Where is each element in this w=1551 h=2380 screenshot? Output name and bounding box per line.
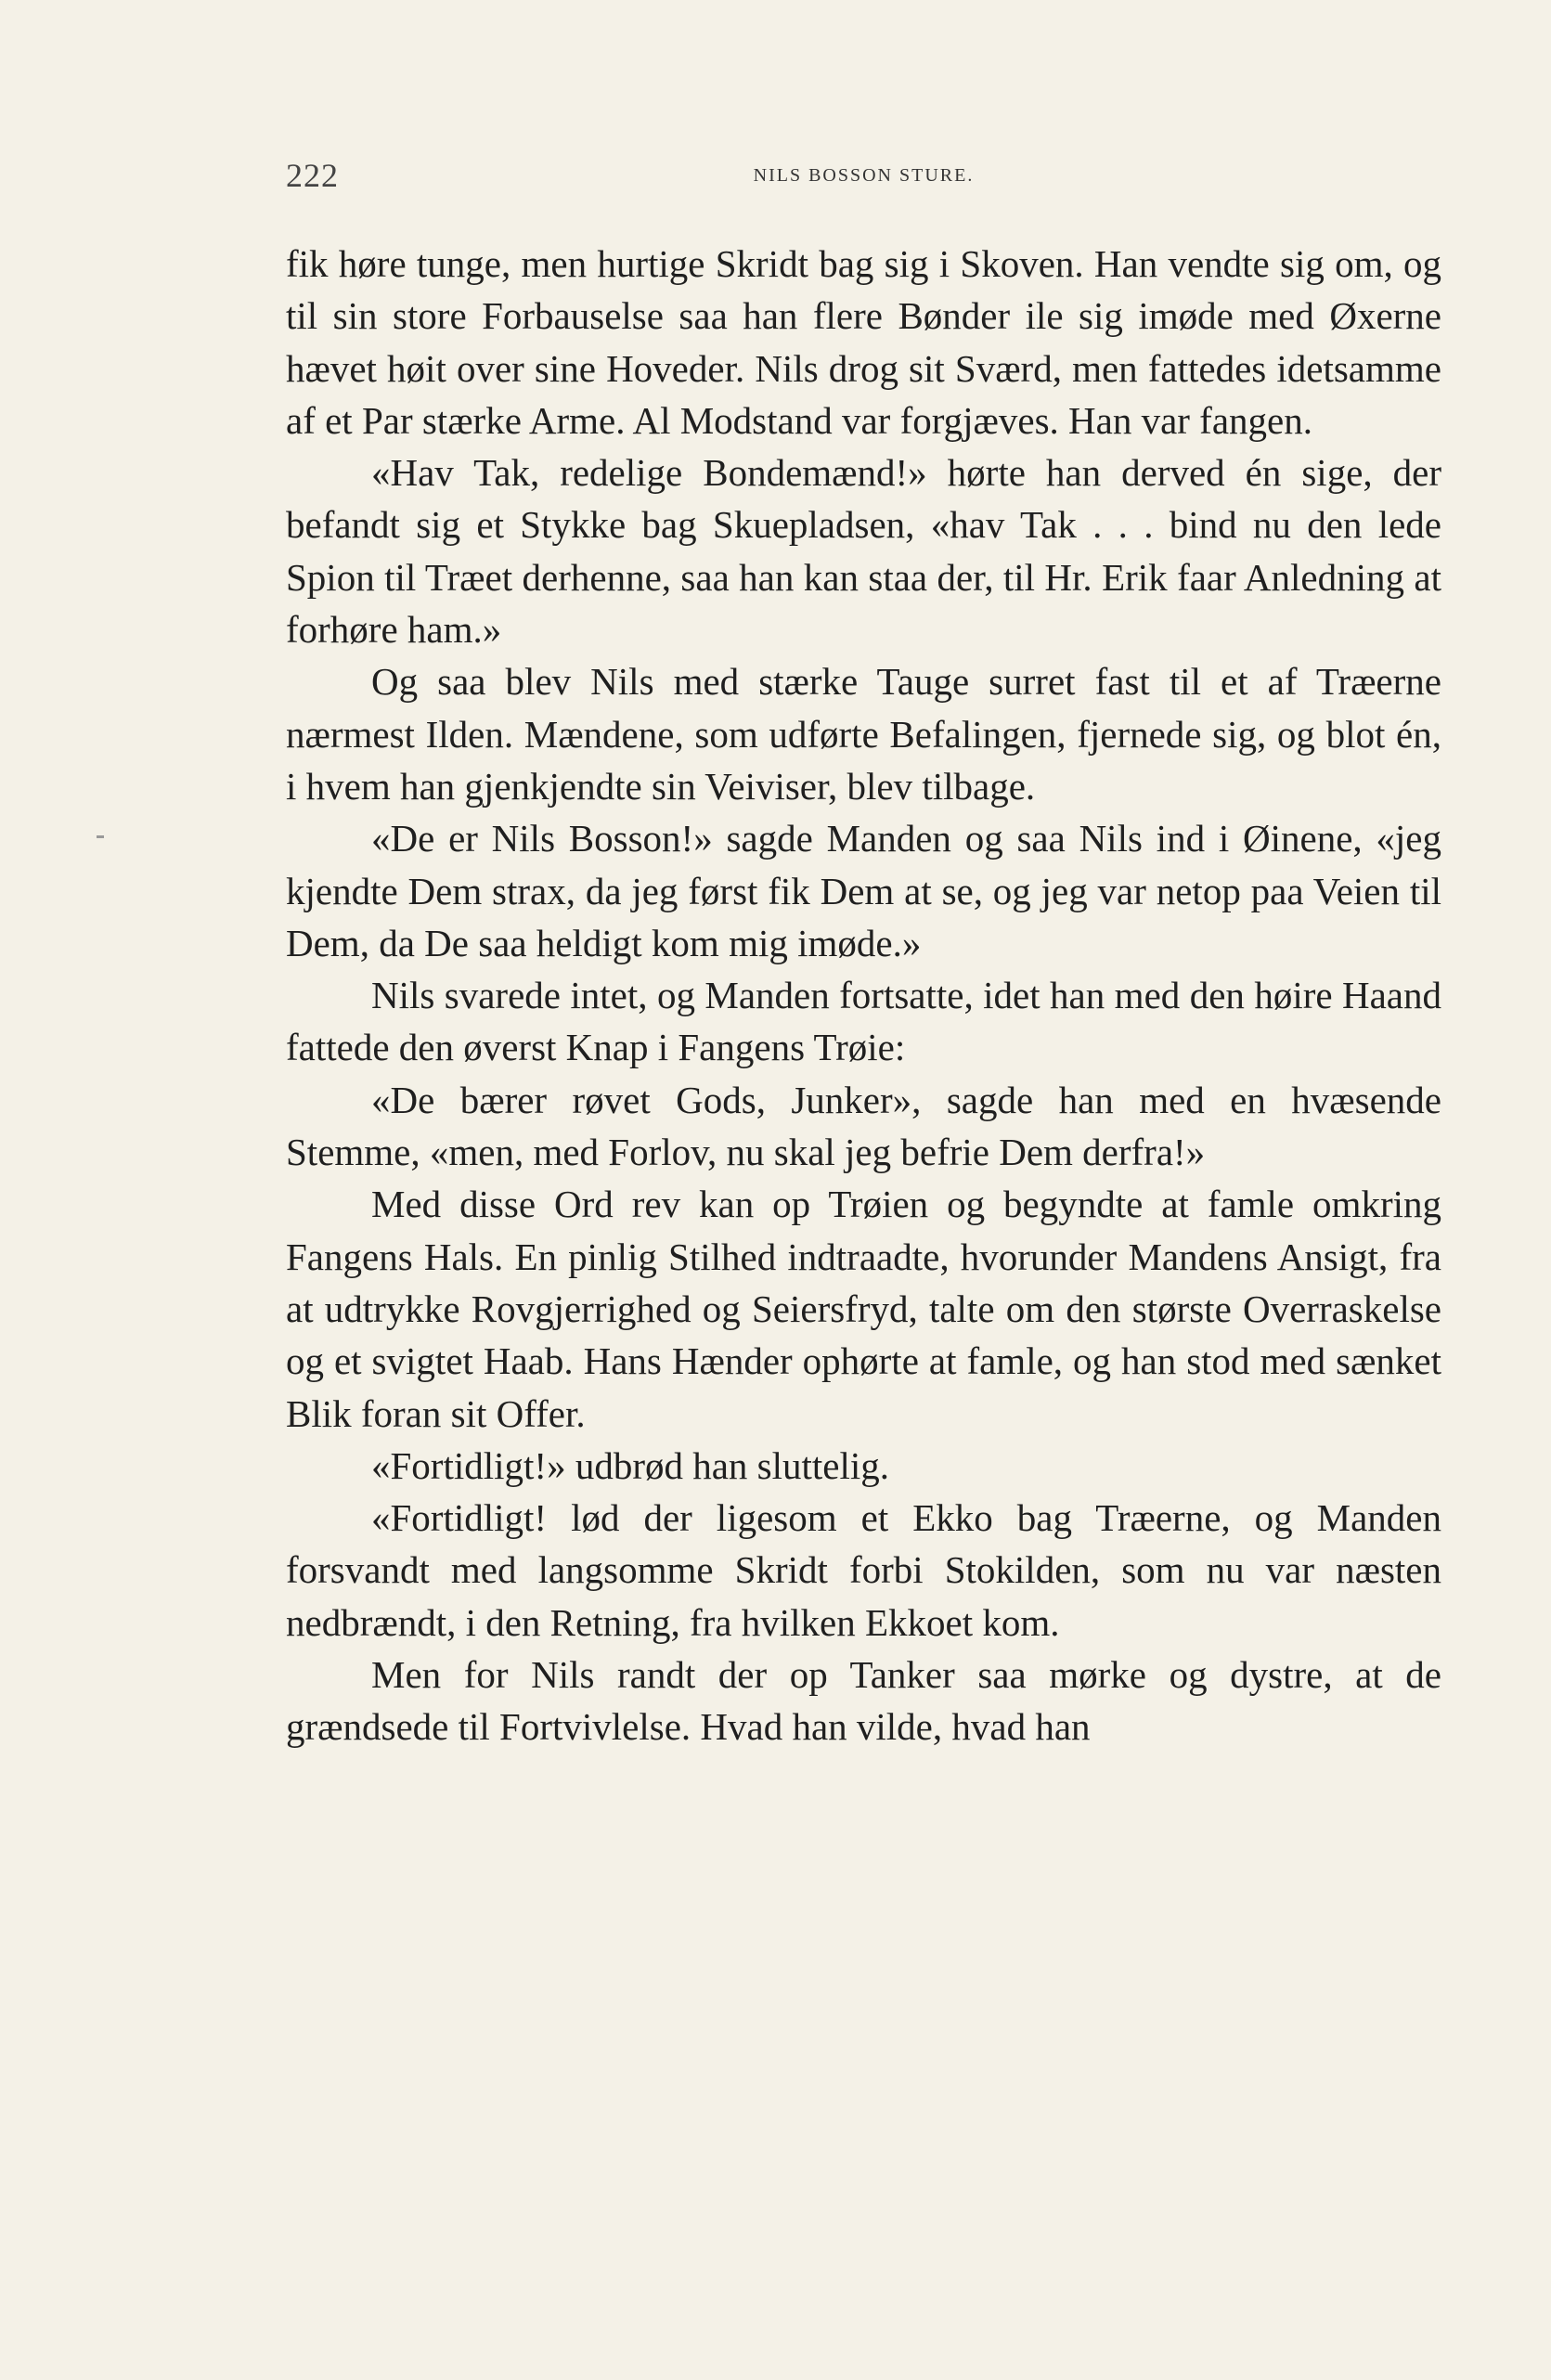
- paragraph: «De bærer røvet Gods, Junker», sagde han med en hvæsende Stemme, «men, med Forlov, nu skal jeg befrie Dem derfra!»: [286, 1078, 1441, 1174]
- paragraph: «De er Nils Bosson!» sagde Manden og saa Nils ind i Øinene, «jeg kjendte Dem strax, da jeg først fik Dem at se, og jeg var netop paa Veien til Dem, da De saa heldigt kom mig imøde.»: [286, 817, 1441, 964]
- margin-mark: [97, 835, 104, 838]
- paragraph: Men for Nils randt der op Tanker saa mørke og dystre, at de grændsede til Fortvivlelse. Hvad han vilde, hvad han: [286, 1653, 1441, 1749]
- paragraph: «Fortidligt!» udbrød han sluttelig.: [371, 1443, 890, 1487]
- body-text: [286, 238, 1441, 1753]
- paragraph: fik høre tunge, men hurtige Skridt bag sig i Skoven. Han vendte sig om, og til sin store Forbauselse saa han flere Bønder ile sig imøde med Øxerne hævet høit over sine Hoveder. Nils drog sit Sværd, men fattedes idetsamme af et Par stærke Arme. Al Modstand var forgjæves. Han var fangen.: [286, 242, 1441, 442]
- paragraph: «Fortidligt! lød der ligesom et Ekko bag Træerne, og Manden forsvandt med langsomme Skridt forbi Stokilden, som nu var næsten nedbrændt, i den Retning, fra hvilken Ekkoet kom.: [286, 1496, 1441, 1644]
- running-title: NILS BOSSON STURE.: [753, 165, 975, 186]
- paragraph: Nils svarede intet, og Manden fortsatte, idet han med den høire Haand fattede den øverst Knap i Fangens Trøie:: [286, 974, 1441, 1069]
- paragraph: Og saa blev Nils med stærke Tauge surret fast til et af Træerne nærmest Ilden. Mændene, som udførte Befalingen, fjernede sig, og blot én, i hvem han gjenkjendte sin Veiviser, blev tilbage.: [286, 660, 1441, 808]
- paragraph: «Hav Tak, redelige Bondemænd!» hørte han derved én sige, der befandt sig et Stykke bag Skuepladsen, «hav Tak . . . bind nu den lede Spion til Træet derhenne, saa han kan staa der, til Hr. Erik faar Anledning at forhøre ham.»: [286, 451, 1441, 652]
- page-header: [286, 156, 1441, 202]
- paragraph: Med disse Ord rev kan op Trøien og begyndte at famle omkring Fangens Hals. En pinlig Stilhed indtraadte, hvorunder Mandens Ansigt, fra at udtrykke Rovgjerrighed og Seiersfryd, talte om den største Overraskelse og et svigtet Haab. Hans Hænder ophørte at famle, og han stod med sænket Blik foran sit Offer.: [286, 1183, 1441, 1435]
- page-number: 222: [286, 157, 339, 194]
